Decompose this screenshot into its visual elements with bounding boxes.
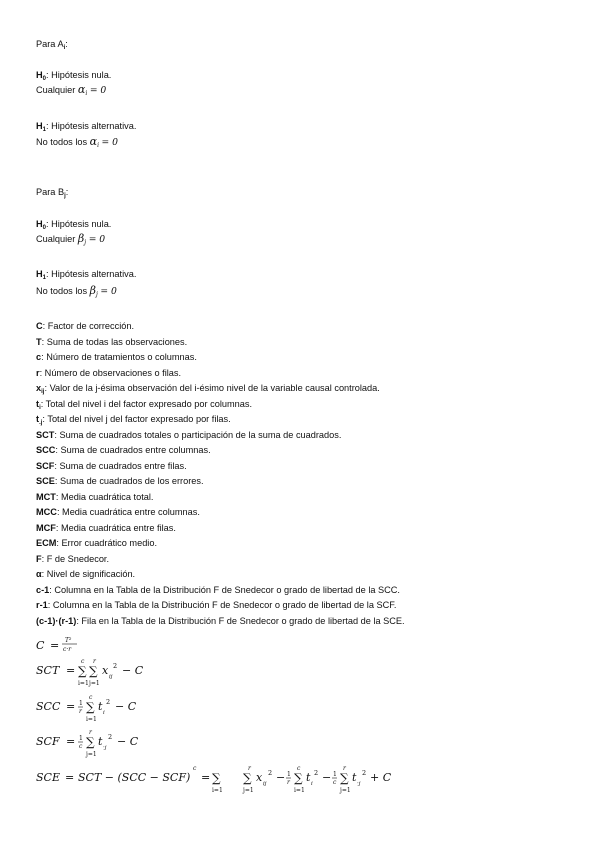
definition-term: MCT [36, 491, 56, 502]
definition-text: : Suma de cuadrados de los errores. [54, 476, 204, 486]
definition-item [36, 429, 341, 441]
alt-condition-a [36, 136, 118, 152]
definition-item [36, 522, 176, 534]
alpha-subscript: i [97, 142, 99, 149]
formula-lhs: SCF [36, 735, 60, 748]
exponent: 2 [362, 769, 367, 777]
formula-sct [36, 654, 196, 693]
condition-text: Cualquier [36, 234, 78, 244]
definition-term: T [36, 336, 42, 347]
definition-text: : F de Snedecor. [41, 553, 110, 564]
definition-item [36, 382, 380, 398]
definition-text: : Error cuadrático medio. [56, 538, 158, 548]
sum-lower-limit: i=1 [294, 787, 305, 794]
definition-term: r [36, 367, 40, 378]
variable-subscript: ·j [357, 781, 361, 787]
equals-sign: = [50, 639, 60, 652]
definition-text: : Suma de todas las observaciones. [41, 336, 188, 347]
definition-item [36, 599, 396, 611]
plus-correction: + C [370, 771, 392, 784]
definition-item [36, 460, 187, 472]
fraction-numerator: 1 [333, 771, 337, 778]
sce-middle-expression: SCT − (SCC − SCF) [78, 771, 191, 784]
fraction-denominator: c·r [63, 646, 72, 653]
definition-term: c [36, 352, 42, 362]
h1-subscript: 1 [42, 275, 46, 281]
equals-sign: = [65, 771, 75, 784]
definition-item [36, 336, 187, 348]
equals-sign: = [66, 664, 76, 677]
beta-symbol: β [77, 232, 85, 245]
variable-x: x [256, 771, 263, 784]
beta-subscript: j [95, 291, 98, 298]
h0-subscript: 0 [42, 76, 46, 82]
h0-subscript: 0 [42, 225, 46, 231]
fraction-denominator: r [287, 779, 290, 786]
definition-term: r-1 [36, 600, 48, 610]
definition-text: : Factor de corrección. [42, 321, 135, 331]
fraction-numerator: T² [65, 637, 72, 644]
sum-lower-limit: j=1 [89, 680, 100, 687]
sum-lower-limit: j=1 [86, 751, 97, 758]
fraction-numerator: 1 [287, 771, 291, 778]
formula-lhs: SCT [36, 664, 60, 677]
condition-text: No todos los [36, 137, 90, 147]
heading-subscript: i [63, 45, 66, 51]
definition-item [36, 475, 204, 487]
formula-lhs: C [36, 639, 45, 652]
definition-term: (c-1)·(r-1) [36, 615, 77, 626]
definition-item [36, 537, 157, 549]
sum-symbol: ∑ [86, 735, 95, 749]
fraction-numerator: 1 [79, 700, 83, 707]
sum-upper-limit: c [297, 765, 301, 772]
definition-item [36, 568, 135, 580]
sum-symbol: ∑ [294, 771, 303, 785]
equals-zero: = 0 [88, 234, 106, 245]
definition-term: ECM [36, 538, 57, 548]
definition-item [36, 398, 252, 414]
definition-term: α [36, 569, 42, 579]
variable-x: x [102, 664, 109, 677]
definition-term: C [36, 321, 43, 331]
minus-correction: − C [117, 735, 139, 748]
alpha-symbol: α [77, 83, 86, 96]
heading-text: Para A [36, 39, 64, 49]
variable-t: t [352, 771, 357, 784]
sum-symbol: ∑ [89, 664, 98, 678]
heading-text: Para B [36, 187, 65, 197]
definition-item [36, 413, 231, 429]
definition-item [36, 584, 400, 596]
fraction-denominator: r [79, 708, 82, 715]
variable-t: t [98, 700, 103, 713]
formula-lhs: SCE [36, 771, 60, 784]
heading-colon: : [65, 39, 68, 49]
definition-term: t [36, 398, 40, 409]
exponent: 2 [108, 733, 113, 741]
sum-upper-limit: r [248, 765, 251, 772]
definition-term-subscript: i [39, 404, 41, 411]
null-condition-b [36, 233, 105, 249]
definition-term: x [36, 383, 42, 393]
definition-text: : Total del nivel j del factor expresado por filas. [42, 414, 231, 424]
h1-text: : Hipótesis alternativa. [45, 269, 137, 279]
equals-sign: = [66, 735, 76, 748]
definition-term: SCE [36, 476, 55, 486]
h1-label: H [36, 269, 43, 279]
minus-sign: − [276, 771, 286, 784]
variable-t: t [98, 735, 103, 748]
sum-upper-limit: c [89, 694, 93, 701]
alpha-symbol: α [89, 135, 98, 148]
formula-scf [36, 725, 196, 764]
definition-item [36, 320, 134, 332]
variable-subscript: i [311, 781, 313, 787]
variable-subscript: i [103, 710, 105, 716]
equals-zero: = 0 [100, 286, 117, 297]
definition-text: : Suma de cuadrados totales o participación de la suma de cuadrados. [54, 429, 342, 440]
formula-scc [36, 690, 196, 729]
definition-term-subscript: .j [39, 420, 43, 426]
fraction-denominator: c [79, 743, 83, 750]
definition-text: : Número de tratamientos o columnas. [41, 352, 197, 362]
variable-subscript: ij [109, 674, 113, 680]
definition-text: : Columna en la Tabla de la Distribución F de Snedecor o grado de libertad de la SCC. [49, 584, 400, 595]
sum-symbol: ∑ [212, 771, 221, 785]
variable-t: t [306, 771, 311, 784]
definition-item [36, 615, 405, 627]
definition-item [36, 444, 211, 456]
definition-term: F [36, 553, 42, 564]
alt-condition-b [36, 285, 117, 301]
definition-item [36, 367, 181, 379]
h0-label: H [36, 70, 43, 80]
sum-symbol: ∑ [86, 700, 95, 714]
definition-text: : Nivel de significación. [41, 569, 136, 579]
condition-text: Cualquier [36, 85, 78, 95]
sum-upper-limit: r [89, 729, 92, 736]
formula-sce [36, 761, 396, 802]
variable-subscript: ·j [103, 745, 107, 751]
definition-text: : Media cuadrática total. [55, 491, 154, 502]
definition-text: : Número de observaciones o filas. [39, 367, 182, 378]
null-condition-a [36, 84, 106, 100]
definition-text: : Valor de la j-ésima observación del i-ésimo nivel de la variable causal controlada. [44, 383, 380, 393]
h0-text: : Hipótesis nula. [45, 70, 112, 80]
equals-zero: = 0 [89, 85, 107, 96]
minus-correction: − C [115, 700, 137, 713]
heading-colon: : [65, 187, 69, 197]
definition-term: t [36, 414, 40, 424]
minus-correction: − C [122, 664, 144, 677]
beta-symbol: β [89, 284, 96, 297]
exponent: 2 [314, 769, 319, 777]
h1-subscript: 1 [42, 127, 46, 133]
definition-text: : Fila en la Tabla de la Distribución F de Snedecor o grado de libertad de la SCE. [76, 615, 405, 626]
definition-text: : Media cuadrática entre columnas. [56, 507, 200, 517]
sum-upper-limit: r [93, 658, 96, 665]
sum-upper-limit: c [81, 658, 85, 665]
definition-item [36, 553, 109, 565]
minus-sign: − [322, 771, 332, 784]
sum-lower-limit: j=1 [340, 787, 351, 794]
sum-symbol: ∑ [340, 771, 349, 785]
definition-item [36, 491, 153, 503]
definition-term: SCF [36, 460, 55, 471]
sum-lower-limit: i=1 [212, 787, 223, 794]
section-heading-a [36, 38, 68, 54]
section-heading-b [36, 186, 68, 202]
definition-term-subscript: ij [41, 389, 45, 395]
definition-term: SCT [36, 429, 55, 440]
beta-subscript: j [84, 239, 87, 246]
definition-item [36, 506, 200, 518]
definition-text: : Suma de cuadrados entre filas. [54, 460, 187, 471]
h1-label: H [36, 121, 43, 131]
h1-text: : Hipótesis alternativa. [45, 121, 137, 131]
sum-upper-limit: r [343, 765, 346, 772]
definition-text: : Suma de cuadrados entre columnas. [55, 445, 211, 455]
definition-term: c-1 [36, 584, 50, 595]
null-hypothesis-b [36, 218, 111, 234]
sum-symbol: ∑ [243, 771, 252, 785]
sum-lower-limit: j=1 [243, 787, 254, 794]
sum-upper-limit: c [193, 765, 197, 772]
equals-zero: = 0 [101, 137, 119, 148]
sum-lower-limit: i=1 [78, 680, 89, 687]
definition-item [36, 351, 197, 363]
sum-lower-limit: i=1 [86, 716, 97, 723]
null-hypothesis-a [36, 69, 111, 85]
definition-text: : Total del nivel i del factor expresado por columnas. [40, 398, 252, 409]
fraction-numerator: 1 [79, 735, 83, 742]
exponent: 2 [106, 698, 111, 706]
formula-lhs: SCC [36, 700, 61, 713]
fraction-denominator: c [333, 779, 337, 786]
condition-text: No todos los [36, 286, 90, 296]
alpha-subscript: i [85, 90, 88, 97]
alt-hypothesis-b [36, 268, 136, 284]
definition-text: : Media cuadrática entre filas. [55, 522, 176, 533]
h0-label: H [36, 219, 43, 229]
exponent: 2 [113, 662, 118, 670]
exponent: 2 [268, 769, 273, 777]
variable-subscript: ij [263, 781, 267, 787]
heading-subscript: j [64, 193, 66, 199]
definition-term: SCC [36, 445, 56, 455]
equals-sign: = [66, 700, 76, 713]
definition-text: : Columna en la Tabla de la Distribución F de Snedecor o grado de libertad de la SCF. [47, 600, 397, 610]
definition-term: MCC [36, 507, 57, 517]
equals-sign: = [201, 771, 211, 784]
alt-hypothesis-a [36, 120, 136, 136]
definition-term: MCF [36, 522, 56, 533]
sum-symbol: ∑ [78, 664, 87, 678]
h0-text: : Hipótesis nula. [45, 219, 112, 229]
